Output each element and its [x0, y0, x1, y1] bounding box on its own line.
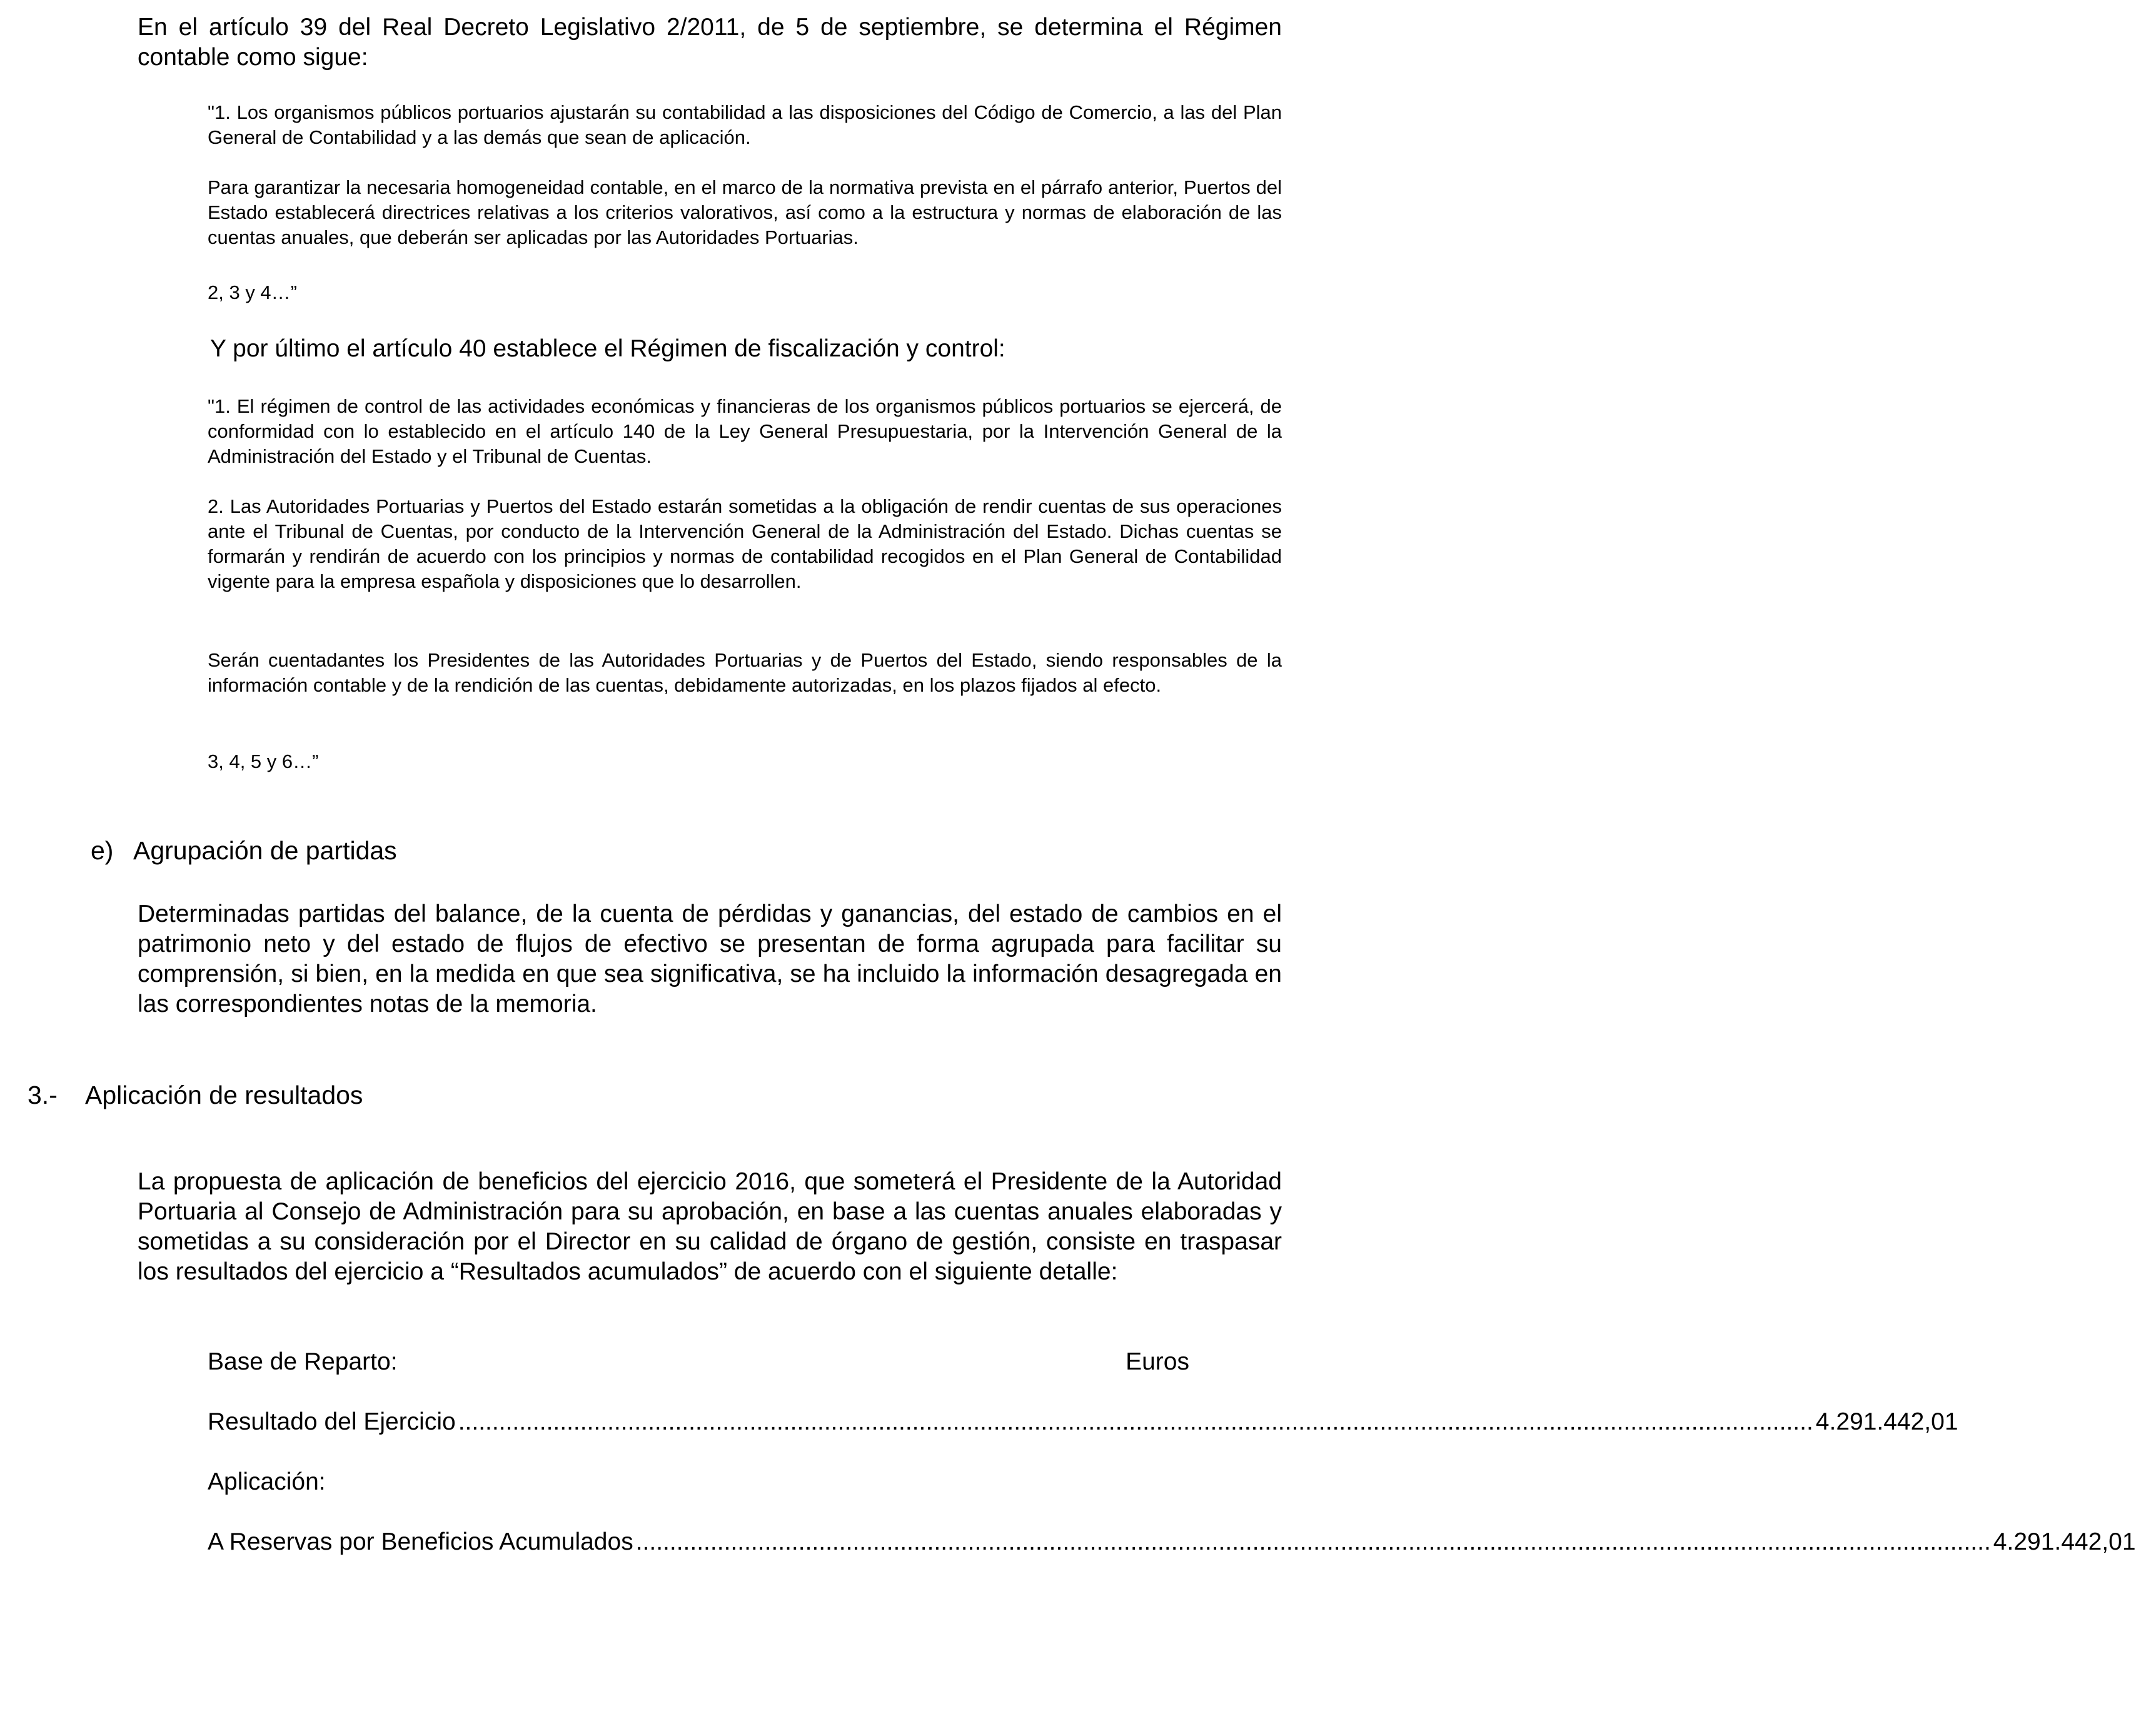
section-e-marker: e) — [91, 836, 114, 865]
section-e-body: Determinadas partidas del balance, de la cuenta de pérdidas y ganancias, del estado de cambios en el patrimonio neto y del estado de flujos de efectivo se presentan de forma agrupada para facilitar su comprensión, si bien, en la medida en que sea significativa, se ha incluido la información desagregada en las correspondientes notas de la memoria. — [138, 901, 1282, 1017]
quote-39-paragraph-3: 2, 3 y 4…” — [208, 281, 297, 303]
application-label: Aplicación: — [208, 1468, 326, 1495]
result-amount: 4.291.442,01 — [1815, 1408, 1958, 1435]
result-row — [208, 1407, 1958, 1437]
quote-40-paragraph-2: 2. Las Autoridades Portuarias y Puertos del Estado estarán sometidas a la obligación de rendir cuentas de sus operaciones ante el Tribunal de Cuentas, por conducto de la Intervención General de la Administración del Estado. Dichas cuentas se formarán y rendirán de acuerdo con los principios y normas de contabilidad recogidos en el Plan General de Contabilidad vigente para la empresa española y disposiciones que lo desarrollen. — [208, 495, 1282, 592]
application-row — [208, 1467, 1189, 1497]
section-3-heading — [28, 1079, 363, 1111]
currency-label: Euros — [1126, 1348, 1189, 1375]
distribution-header-row — [208, 1347, 1189, 1377]
quote-39-paragraph-2: Para garantizar la necesaria homogeneidad contable, en el marco de la normativa prevista en el párrafo anterior, Puertos del Estado establecerá directrices relativas a los criterios valorativos, así como a la estructura y normas de elaboración de las cuentas anuales, que deberán ser aplicadas por las Autoridades Portuarias. — [208, 176, 1282, 248]
reserves-label: A Reservas por Beneficios Acumulados — [208, 1528, 633, 1555]
reserves-amount: 4.291.442,01 — [1993, 1528, 2136, 1555]
dot-leader: ........................................................................................................................................................................................................ — [458, 1408, 1813, 1435]
section-e-title: Agrupación de partidas — [133, 836, 397, 865]
reserves-row — [208, 1527, 2136, 1557]
article-40-lead: Y por último el artículo 40 establece el Régimen de fiscalización y control: — [210, 335, 1005, 362]
base-label: Base de Reparto: — [208, 1348, 398, 1375]
section-3-title: Aplicación de resultados — [85, 1081, 363, 1109]
section-3-marker: 3.- — [28, 1081, 58, 1109]
quote-40-paragraph-3: Serán cuentadantes los Presidentes de las Autoridades Portuarias y de Puertos del Estado, siendo responsables de la información contable y de la rendición de las cuentas, debidamente autorizadas, en los plazos fijados al efecto. — [208, 649, 1282, 696]
article-39-intro: En el artículo 39 del Real Decreto Legislativo 2/2011, de 5 de septiembre, se determina el Régimen contable como sigue: — [138, 14, 1282, 71]
result-label: Resultado del Ejercicio — [208, 1408, 456, 1435]
quote-40-paragraph-4: 3, 4, 5 y 6…” — [208, 750, 319, 772]
quote-39-paragraph-1: "1. Los organismos públicos portuarios ajustarán su contabilidad a las disposiciones del Código de Comercio, a las del Plan General de Contabilidad y a las demás que sean de aplicación. — [208, 101, 1282, 148]
section-e-heading — [91, 835, 397, 866]
section-3-body: La propuesta de aplicación de beneficios del ejercicio 2016, que someterá el Presidente de la Autoridad Portuaria al Consejo de Administración para su aprobación, en base a las cuentas anuales elaboradas y sometidas a su consideración por el Director en su calidad de órgano de gestión, consiste en traspasar los resultados del ejercicio a “Resultados acumulados” de acuerdo con el siguiente detalle: — [138, 1168, 1282, 1285]
dot-leader: ........................................................................................................................................................................................................ — [635, 1528, 1991, 1555]
quote-40-paragraph-1: "1. El régimen de control de las actividades económicas y financieras de los organismos públicos portuarios se ejercerá, de conformidad con lo establecido en el artículo 140 de la Ley General Presupuestaria, por la Intervención General de la Administración del Estado y el Tribunal de Cuentas. — [208, 395, 1282, 467]
